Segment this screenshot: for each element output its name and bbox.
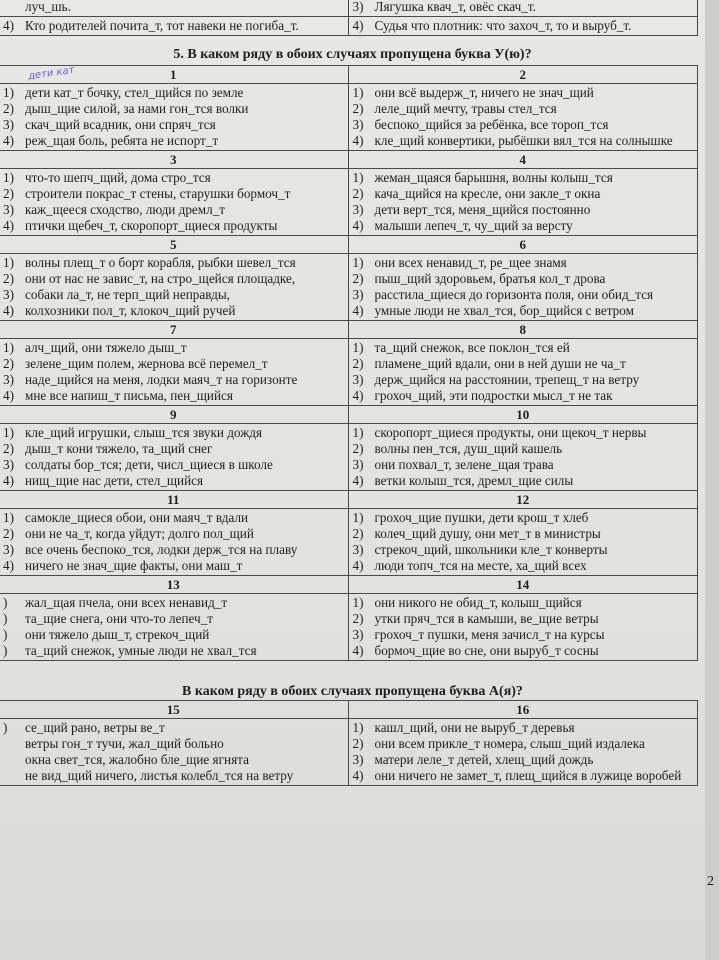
task-5-table	[0, 65, 698, 661]
option-text: все очень беспоко_тся, лодки держ_тся на плаву	[25, 542, 298, 557]
variant-number: 6	[348, 236, 698, 254]
variant-cell	[348, 509, 698, 576]
option-number: 1)	[3, 170, 14, 185]
option-text: расстила_щиеся до горизонта поля, они обид_тся	[374, 287, 654, 302]
answer-option	[353, 303, 694, 319]
answer-option	[3, 202, 344, 218]
answer-option	[353, 218, 694, 234]
variant-cell	[0, 424, 348, 491]
cell	[0, 17, 348, 36]
option-number: 1)	[352, 340, 364, 355]
answer-option	[353, 186, 694, 202]
option-number: 2)	[352, 736, 364, 751]
answer-option	[3, 457, 344, 473]
table-row	[0, 0, 698, 17]
option-number: 2)	[352, 441, 364, 456]
option-number	[3, 768, 25, 784]
option-number: 3)	[352, 372, 364, 387]
variant-cell	[348, 594, 698, 661]
answer-option	[353, 287, 694, 303]
answer-option	[3, 558, 344, 574]
answer-option	[3, 218, 344, 234]
variant-number: 12	[348, 491, 698, 509]
option-text: волны пен_тся, душ_щий кашель	[374, 441, 563, 456]
answer-option	[353, 473, 694, 489]
variant-number: 16	[348, 701, 698, 719]
option-number: 4)	[352, 558, 364, 573]
option-number: 2)	[352, 101, 364, 116]
option-text: самокле_щиеся обои, они маяч_т вдали	[25, 510, 249, 525]
answer-option	[3, 526, 344, 542]
option-text: скоропорт_щиеся продукты, они щекоч_т нервы	[374, 425, 647, 440]
variant-cell	[0, 339, 348, 406]
answer-option	[353, 558, 694, 574]
variant-number: 3	[0, 151, 348, 169]
section-body-row	[0, 424, 698, 491]
option-number: 3)	[352, 287, 364, 302]
section-body-row	[0, 719, 698, 786]
option-number: 2)	[352, 611, 364, 626]
option-number: 1)	[3, 425, 14, 440]
answer-option	[3, 271, 344, 287]
answer-option	[3, 303, 344, 319]
page-edge	[705, 0, 719, 960]
option-text: бормоч_щие во сне, они выруб_т сосны	[374, 643, 599, 658]
option-text: окна свет_тся, жалобно бле_щие ягнята	[25, 752, 249, 767]
option-number: 2)	[352, 526, 364, 541]
option-number: 1)	[352, 425, 364, 440]
option-number: 3)	[3, 287, 14, 302]
variant-cell	[0, 719, 348, 786]
answer-option	[353, 720, 694, 736]
option-number: 4)	[352, 218, 364, 233]
option-text: кле_щий игрушки, слыш_тся звуки дождя	[25, 425, 263, 440]
option-text: кле_щий конвертики, рыбёшки вял_тся на солнышке	[374, 133, 673, 148]
option-number: 3)	[3, 117, 14, 132]
option-text: они никого не обид_т, колыш_щийся	[374, 595, 582, 610]
answer-option	[353, 202, 694, 218]
cell	[0, 0, 348, 17]
option-number: 3)	[352, 202, 364, 217]
option-number: 3)	[352, 117, 364, 132]
option-text: не вид_щий ничего, листья колебл_тся на ветру	[25, 768, 294, 783]
variant-number: 9	[0, 406, 348, 424]
variant-cell	[348, 424, 698, 491]
answer-option	[353, 457, 694, 473]
item-text: Судья что плотник: что захоч_т, то и выруб_т.	[374, 18, 632, 33]
item-text: Кто родителей почита_т, тот навеки не погиба_т.	[25, 18, 299, 33]
answer-option	[3, 643, 344, 659]
option-number	[3, 736, 25, 752]
option-number: 2)	[3, 526, 14, 541]
section-header-row	[0, 491, 698, 509]
answer-option	[3, 510, 344, 526]
answer-option	[3, 186, 344, 202]
answer-option	[353, 425, 694, 441]
option-text: нищ_щие нас дети, стел_щийся	[25, 473, 204, 488]
answer-option	[353, 627, 694, 643]
option-text: жал_щая пчела, они всех ненавид_т	[25, 595, 228, 610]
answer-option	[353, 372, 694, 388]
option-number: 1)	[352, 720, 364, 735]
variant-cell	[0, 594, 348, 661]
option-number: 2)	[3, 356, 14, 371]
answer-option	[353, 356, 694, 372]
task-5-title: 5. В каком ряду в обоих случаях пропущена буква У(ю)?	[173, 47, 532, 62]
answer-option	[3, 85, 344, 101]
option-number: 3)	[3, 457, 14, 472]
option-text: они всё выдерж_т, ничего не знач_щий	[374, 85, 594, 100]
option-text: та_щий снежок, умные люди не хвал_тся	[25, 643, 257, 658]
option-text: пламене_щий вдали, они в ней души не ча_т	[374, 356, 626, 371]
option-number: 1)	[3, 255, 14, 270]
answer-option	[353, 752, 694, 768]
option-text: держ_щийся на расстоянии, трепещ_т на ветру	[374, 372, 640, 387]
section-header-row	[0, 406, 698, 424]
option-number: 1)	[352, 170, 364, 185]
section-body-row	[0, 254, 698, 321]
option-text: утки пряч_тся в камыши, ве_щие ветры	[374, 611, 599, 626]
answer-option	[3, 736, 344, 752]
section-header-row	[0, 151, 698, 169]
option-number: 1)	[352, 85, 364, 100]
option-text: люди топч_тся на месте, ха_щий всех	[374, 558, 587, 573]
option-text: грохоч_т пушки, меня зачисл_т на курсы	[374, 627, 605, 642]
variant-number: 8	[348, 321, 698, 339]
variant-number: 1	[0, 66, 348, 84]
variant-cell	[348, 84, 698, 151]
answer-option	[353, 736, 694, 752]
option-text: волны плещ_т о борт корабля, рыбки шевел_тся	[25, 255, 296, 270]
answer-option	[3, 720, 344, 736]
variant-cell	[0, 254, 348, 321]
option-text: беспоко_щийся за ребёнка, все тороп_тся	[374, 117, 609, 132]
variant-number: 7	[0, 321, 348, 339]
handwritten-scribble: дети кат	[27, 64, 76, 83]
answer-option	[353, 510, 694, 526]
option-number: 4)	[3, 558, 14, 573]
variant-cell	[348, 339, 698, 406]
section-header-row	[0, 701, 698, 719]
option-number: 3)	[3, 202, 14, 217]
option-text: наде_щийся на меня, лодки маяч_т на горизонте	[25, 372, 298, 387]
option-number: 2)	[352, 186, 364, 201]
option-text: дыш_щие силой, за нами гон_тся волки	[25, 101, 249, 116]
option-text: умные люди не хвал_тся, бор_щийся с ветром	[374, 303, 634, 318]
option-number: 4)	[352, 303, 364, 318]
answer-option	[3, 356, 344, 372]
option-number: 2)	[3, 441, 14, 456]
answer-option	[3, 473, 344, 489]
variant-number: 2	[348, 66, 698, 84]
answer-option	[353, 271, 694, 287]
option-text: малыши лепеч_т, чу_щий за версту	[374, 218, 573, 233]
option-number: 1)	[3, 85, 14, 100]
answer-option	[353, 133, 694, 149]
answer-option	[353, 388, 694, 404]
answer-option	[353, 101, 694, 117]
answer-option	[3, 595, 344, 611]
option-text: реж_щая боль, ребята не испорт_т	[25, 133, 219, 148]
previous-task-table	[0, 0, 698, 36]
option-number: 2)	[3, 101, 14, 116]
option-number: 2)	[352, 356, 364, 371]
option-number: 1)	[352, 595, 364, 610]
variant-cell	[348, 254, 698, 321]
section-header-row	[0, 321, 698, 339]
option-number: 3)	[352, 627, 364, 642]
option-text: пыш_щий здоровьем, братья кол_т дрова	[374, 271, 606, 286]
answer-option	[3, 752, 344, 768]
section-body-row	[0, 594, 698, 661]
item-number: 4)	[3, 18, 14, 33]
option-number: 1)	[3, 340, 14, 355]
option-text: ничего не знач_щие факты, они маш_т	[25, 558, 243, 573]
variant-number: 5	[0, 236, 348, 254]
option-number: )	[3, 595, 8, 610]
option-number: 4)	[352, 473, 364, 488]
option-number: 4)	[352, 768, 364, 783]
item-text: Лягушка квач_т, овёс скач_т.	[374, 0, 536, 14]
option-number: 3)	[352, 752, 364, 767]
option-text: стрекоч_щий, школьники кле_т конверты	[374, 542, 608, 557]
answer-option	[353, 768, 694, 784]
task-a-table	[0, 700, 698, 786]
option-number: )	[3, 720, 8, 735]
answer-option	[3, 768, 344, 784]
option-text: грохоч_щие пушки, дети крош_т хлеб	[374, 510, 589, 525]
option-text: та_щие снега, они что-то лепеч_т	[25, 611, 214, 626]
page-number: 2	[707, 874, 714, 889]
option-text: что-то шепч_щий, дома стро_тся	[25, 170, 211, 185]
option-number: 4)	[3, 473, 14, 488]
answer-option	[3, 170, 344, 186]
answer-option	[353, 117, 694, 133]
option-text: се_щий рано, ветры ве_т	[25, 720, 165, 735]
answer-option	[3, 101, 344, 117]
option-number: 2)	[3, 186, 14, 201]
answer-option	[353, 526, 694, 542]
answer-option	[353, 85, 694, 101]
option-text: птички щебеч_т, скоропорт_щиеся продукты	[25, 218, 278, 233]
option-text: они не ча_т, когда уйдут; долго пол_щий	[25, 526, 254, 541]
variant-cell	[348, 169, 698, 236]
item-text: луч_шь.	[25, 0, 71, 14]
option-text: колхозники пол_т, клокоч_щий ручей	[25, 303, 236, 318]
answer-option	[3, 542, 344, 558]
option-text: зелене_щим полем, жернова всё перемел_т	[25, 356, 268, 371]
option-text: кашл_щий, они не выруб_т деревья	[374, 720, 575, 735]
section-header-row	[0, 66, 698, 84]
option-number: 4)	[352, 133, 364, 148]
option-text: леле_щий мечту, травы стел_тся	[374, 101, 557, 116]
answer-option	[353, 595, 694, 611]
option-number: )	[3, 627, 8, 642]
option-number: 4)	[3, 218, 14, 233]
option-text: строители покрас_т стены, старушки бормоч_т	[25, 186, 291, 201]
section-body-row	[0, 509, 698, 576]
option-number: 1)	[352, 510, 364, 525]
option-number: 2)	[3, 271, 14, 286]
option-text: они всем прикле_т номера, слыш_щий издалека	[374, 736, 645, 751]
option-number: 3)	[3, 372, 14, 387]
answer-option	[3, 441, 344, 457]
task-a-title: В каком ряду в обоих случаях пропущена буква А(я)?	[182, 684, 523, 699]
option-text: кача_щийся на кресле, они закле_т окна	[374, 186, 601, 201]
section-body-row	[0, 84, 698, 151]
item-number: 4)	[352, 18, 364, 33]
variant-cell	[0, 84, 348, 151]
option-text: ветки колыш_тся, дремл_щие силы	[374, 473, 574, 488]
option-number: 3)	[352, 457, 364, 472]
option-text: скач_щий всадник, они спряч_тся	[25, 117, 216, 132]
option-text: грохоч_щий, эти подростки мысл_т не так	[374, 388, 613, 403]
variant-number: 4	[348, 151, 698, 169]
cell	[348, 0, 698, 17]
option-number	[3, 752, 25, 768]
answer-option	[353, 340, 694, 356]
option-text: они всех ненавид_т, ре_щее знамя	[374, 255, 567, 270]
option-text: та_щий снежок, все поклон_тся ей	[374, 340, 570, 355]
option-number: )	[3, 611, 8, 626]
section-body-row	[0, 169, 698, 236]
variant-number: 10	[348, 406, 698, 424]
option-text: каж_щееся сходство, люди дремл_т	[25, 202, 226, 217]
option-number: 3)	[352, 542, 364, 557]
option-number: 4)	[3, 303, 14, 318]
answer-option	[3, 611, 344, 627]
option-text: дети кат_т бочку, стел_щийся по земле	[25, 85, 244, 100]
option-number: 2)	[352, 271, 364, 286]
variant-number: 13	[0, 576, 348, 594]
variant-number: 15	[0, 701, 348, 719]
option-number: 4)	[3, 388, 14, 403]
option-number: 3)	[3, 542, 14, 557]
option-number: 4)	[352, 643, 364, 658]
option-text: колеч_щий душу, они мет_т в министры	[374, 526, 601, 541]
item-number: 3)	[352, 0, 364, 14]
variant-number: 14	[348, 576, 698, 594]
option-number: )	[3, 643, 8, 658]
section-header-row	[0, 236, 698, 254]
answer-option	[3, 133, 344, 149]
answer-option	[353, 611, 694, 627]
item-number	[3, 0, 25, 15]
option-text: они от нас не завис_т, на стро_щейся площадке,	[25, 271, 296, 286]
answer-option	[3, 117, 344, 133]
answer-option	[353, 170, 694, 186]
answer-option	[3, 287, 344, 303]
variant-number: 11	[0, 491, 348, 509]
cell	[348, 17, 698, 36]
option-text: матери леле_т детей, хлещ_щий дождь	[374, 752, 594, 767]
option-text: алч_щий, они тяжело дыш_т	[25, 340, 187, 355]
option-number: 4)	[352, 388, 364, 403]
answer-option	[3, 372, 344, 388]
answer-option	[353, 643, 694, 659]
option-text: они ничего не замет_т, плещ_щийся в лужице воробей	[374, 768, 682, 783]
variant-cell	[0, 169, 348, 236]
variant-cell	[348, 719, 698, 786]
option-number: 4)	[3, 133, 14, 148]
answer-option	[353, 542, 694, 558]
answer-option	[353, 441, 694, 457]
option-text: ветры гон_т тучи, жал_щий больно	[25, 736, 224, 751]
option-number: 1)	[3, 510, 14, 525]
answer-option	[3, 425, 344, 441]
answer-option	[3, 627, 344, 643]
variant-cell	[0, 509, 348, 576]
answer-option	[3, 255, 344, 271]
answer-option	[3, 340, 344, 356]
option-text: жеман_щаяся барышня, волны колыш_тся	[374, 170, 613, 185]
option-text: солдаты бор_тся; дети, числ_щиеся в школе	[25, 457, 273, 472]
option-text: мне все напиш_т письма, пен_щийся	[25, 388, 233, 403]
option-text: собаки ла_т, не терп_щий неправды,	[25, 287, 230, 302]
option-text: они похвал_т, зелене_щая трава	[374, 457, 554, 472]
option-number: 1)	[352, 255, 364, 270]
option-text: дыш_т кони тяжело, та_щий снег	[25, 441, 213, 456]
option-text: дети верт_тся, меня_щийся постоянно	[374, 202, 591, 217]
answer-option	[3, 388, 344, 404]
section-header-row	[0, 576, 698, 594]
option-text: они тяжело дыш_т, стрекоч_щий	[25, 627, 210, 642]
table-row	[0, 17, 698, 36]
section-body-row	[0, 339, 698, 406]
answer-option	[353, 255, 694, 271]
